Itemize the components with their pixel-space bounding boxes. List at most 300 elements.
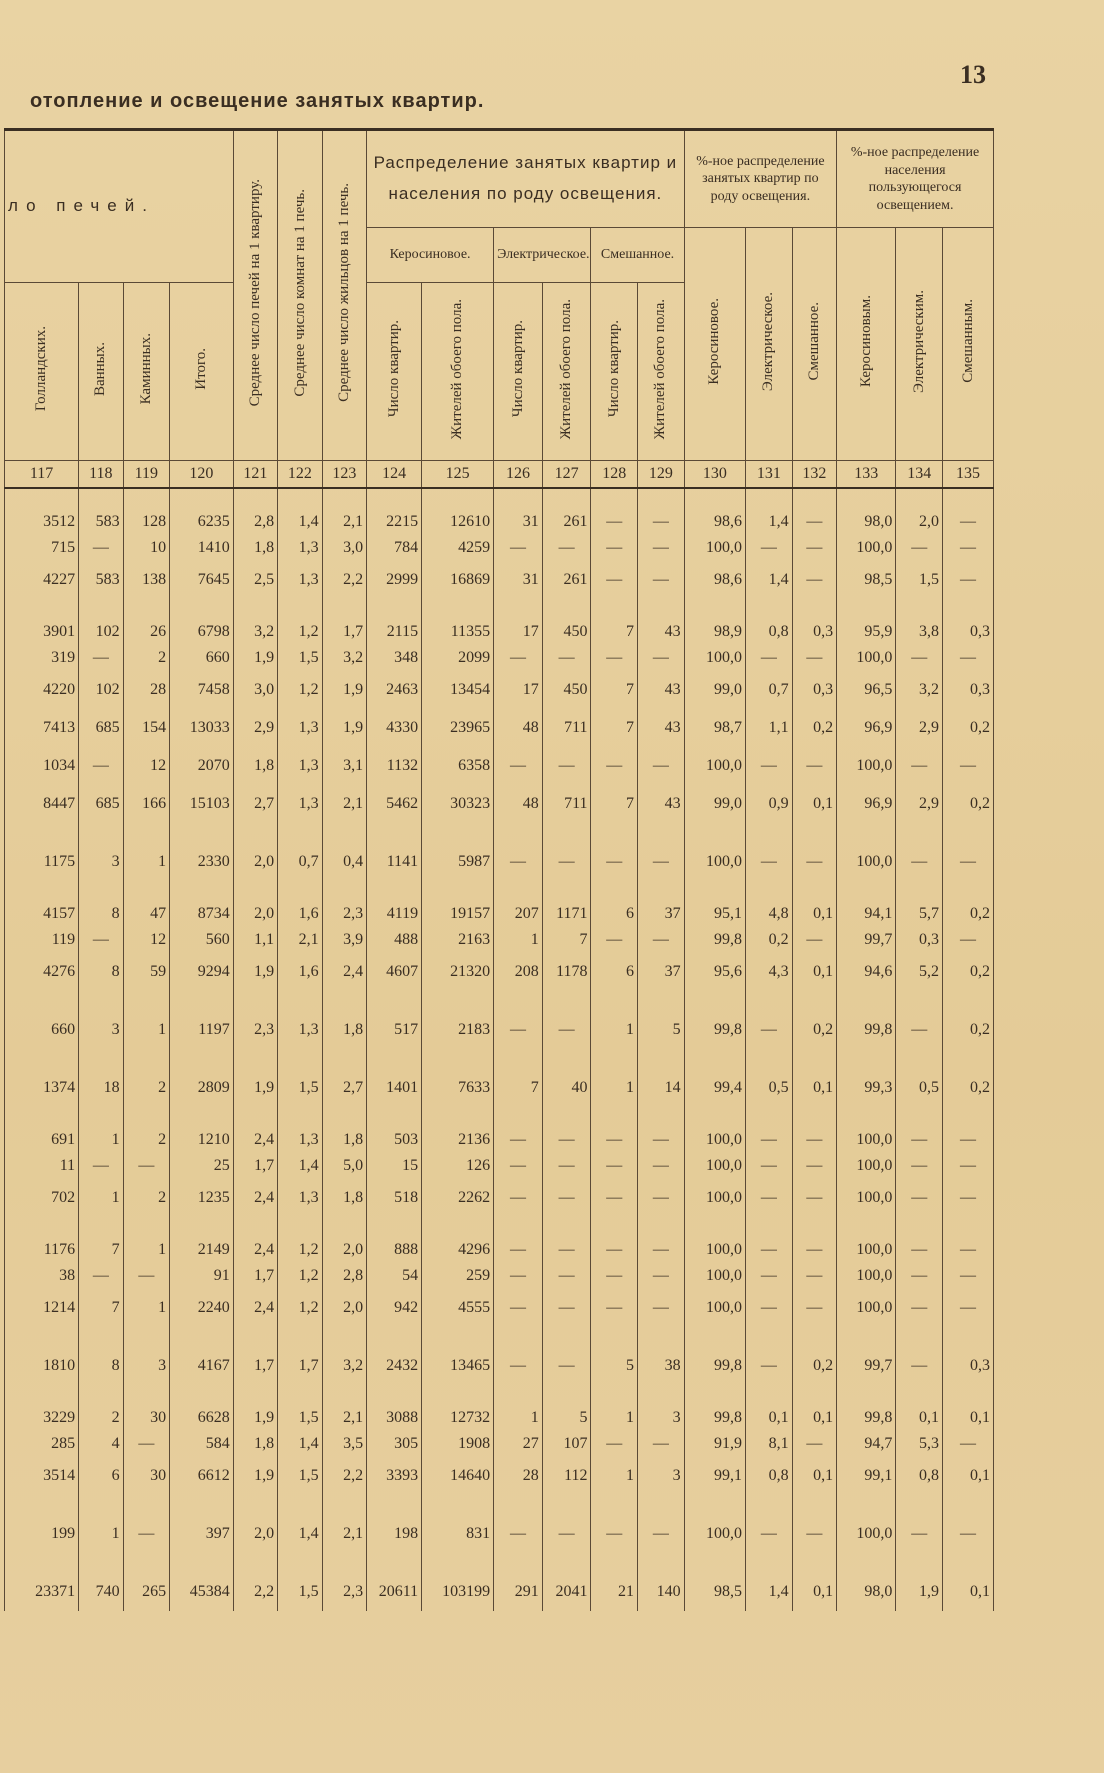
table-cell: 1 bbox=[123, 1237, 170, 1263]
table-cell: 7633 bbox=[422, 1069, 494, 1107]
table-cell: 99,1 bbox=[837, 1457, 896, 1495]
column-number: 126 bbox=[494, 461, 543, 489]
header-col-119: Каминных. bbox=[123, 283, 170, 461]
table-cell: — bbox=[792, 645, 837, 671]
table-cell: 2099 bbox=[422, 645, 494, 671]
table-cell: — bbox=[942, 645, 993, 671]
table-cell: 2 bbox=[79, 1405, 123, 1431]
table-cell: 831 bbox=[422, 1515, 494, 1553]
table-cell: 208 bbox=[494, 953, 543, 991]
table-cell: — bbox=[942, 843, 993, 881]
table-row bbox=[5, 747, 994, 785]
table-cell: 100,0 bbox=[837, 1263, 896, 1289]
header-pct-apartments: %-ное распределение занятых квартир по роду освещения. bbox=[684, 130, 836, 228]
table-cell: — bbox=[494, 1179, 543, 1217]
table-cell: 2163 bbox=[422, 927, 494, 953]
column-number: 131 bbox=[746, 461, 793, 489]
spacer-row bbox=[5, 1495, 994, 1515]
table-cell: 43 bbox=[638, 619, 685, 645]
table-cell: 2,9 bbox=[896, 709, 943, 747]
table-cell: — bbox=[591, 1237, 638, 1263]
table-cell: — bbox=[591, 509, 638, 535]
table-cell: 7 bbox=[591, 671, 638, 709]
table-cell: 942 bbox=[367, 1289, 422, 1327]
header-col-124: Число квартир. bbox=[367, 283, 422, 461]
column-number-row bbox=[5, 461, 994, 489]
spacer-row bbox=[5, 488, 994, 509]
spacer-row bbox=[5, 1385, 994, 1405]
table-cell: 0,5 bbox=[896, 1069, 943, 1107]
table-cell: — bbox=[896, 1011, 943, 1049]
table-cell: 3,2 bbox=[896, 671, 943, 709]
table-cell: — bbox=[896, 1179, 943, 1217]
table-cell: 1,7 bbox=[233, 1347, 277, 1385]
table-cell: 0,1 bbox=[746, 1405, 793, 1431]
table-cell: — bbox=[542, 747, 591, 785]
table-cell: 518 bbox=[367, 1179, 422, 1217]
table-cell: 11 bbox=[5, 1153, 79, 1179]
table-cell: 1,2 bbox=[278, 1237, 322, 1263]
table-cell: — bbox=[638, 1179, 685, 1217]
header-stoves: ло печей. bbox=[5, 130, 234, 283]
table-cell: 3,9 bbox=[322, 927, 366, 953]
table-cell: — bbox=[746, 1263, 793, 1289]
table-row bbox=[5, 953, 994, 991]
table-cell: 100,0 bbox=[684, 843, 745, 881]
table-cell: 128 bbox=[123, 509, 170, 535]
table-cell: 100,0 bbox=[684, 535, 745, 561]
table-cell: 1810 bbox=[5, 1347, 79, 1385]
table-cell: 100,0 bbox=[684, 1515, 745, 1553]
table-cell: — bbox=[746, 1179, 793, 1217]
table-cell: — bbox=[494, 645, 543, 671]
table-cell: 1132 bbox=[367, 747, 422, 785]
table-cell: — bbox=[494, 1153, 543, 1179]
table-cell: 1,9 bbox=[896, 1573, 943, 1611]
table-cell: 259 bbox=[422, 1263, 494, 1289]
header-lighting-distribution: Распределение занятых квартир и населения по роду освещения. bbox=[367, 130, 685, 228]
table-cell: 140 bbox=[638, 1573, 685, 1611]
header-col-129: Жителей обоего пола. bbox=[638, 283, 685, 461]
table-cell: — bbox=[792, 561, 837, 599]
table-cell: 0,4 bbox=[322, 843, 366, 881]
table-cell: — bbox=[942, 509, 993, 535]
table-cell: — bbox=[79, 535, 123, 561]
table-row bbox=[5, 1011, 994, 1049]
table-cell: 38 bbox=[638, 1347, 685, 1385]
table-cell: 715 bbox=[5, 535, 79, 561]
table-cell: 6 bbox=[591, 953, 638, 991]
header-electric: Электрическое. bbox=[494, 228, 591, 283]
table-cell: 2 bbox=[123, 645, 170, 671]
table-cell: — bbox=[942, 1153, 993, 1179]
table-cell: 1034 bbox=[5, 747, 79, 785]
table-cell: 27 bbox=[494, 1431, 543, 1457]
table-cell: 0,1 bbox=[942, 1573, 993, 1611]
table-cell: 12610 bbox=[422, 509, 494, 535]
table-cell: 5 bbox=[591, 1347, 638, 1385]
column-number: 127 bbox=[542, 461, 591, 489]
table-cell: 98,7 bbox=[684, 709, 745, 747]
table-cell: 7458 bbox=[170, 671, 234, 709]
table-cell: — bbox=[746, 1127, 793, 1153]
table-cell: 43 bbox=[638, 709, 685, 747]
table-cell: — bbox=[942, 1431, 993, 1457]
table-cell: 8734 bbox=[170, 901, 234, 927]
table-cell: 1,1 bbox=[233, 927, 277, 953]
table-cell: 7413 bbox=[5, 709, 79, 747]
table-cell: 1,2 bbox=[278, 1263, 322, 1289]
table-cell: 2,4 bbox=[322, 953, 366, 991]
spacer-row bbox=[5, 1049, 994, 1069]
table-cell: 15 bbox=[367, 1153, 422, 1179]
table-cell: 2 bbox=[123, 1069, 170, 1107]
table-cell: 2,4 bbox=[233, 1127, 277, 1153]
page-number: 13 bbox=[960, 60, 986, 89]
table-cell: 7 bbox=[79, 1289, 123, 1327]
table-cell: — bbox=[123, 1263, 170, 1289]
table-cell: 0,3 bbox=[942, 1347, 993, 1385]
table-cell: — bbox=[638, 1289, 685, 1327]
table-cell: 94,7 bbox=[837, 1431, 896, 1457]
table-cell: 21320 bbox=[422, 953, 494, 991]
table-cell: 2,2 bbox=[322, 561, 366, 599]
table-cell: 2115 bbox=[367, 619, 422, 645]
header-pct-population: %-ное распределение населения пользующегося освещением. bbox=[837, 130, 994, 228]
table-cell: 3512 bbox=[5, 509, 79, 535]
spacer-row bbox=[5, 1553, 994, 1573]
table-cell: 2041 bbox=[542, 1573, 591, 1611]
table-cell: 660 bbox=[170, 645, 234, 671]
table-cell: 1,8 bbox=[233, 1431, 277, 1457]
table-cell: 1,8 bbox=[233, 747, 277, 785]
table-cell: 1908 bbox=[422, 1431, 494, 1457]
table-cell: 1 bbox=[79, 1515, 123, 1553]
table-cell: 2240 bbox=[170, 1289, 234, 1327]
table-cell: 2809 bbox=[170, 1069, 234, 1107]
table-cell: 100,0 bbox=[837, 843, 896, 881]
table-cell: 1214 bbox=[5, 1289, 79, 1327]
table-cell: 0,3 bbox=[896, 927, 943, 953]
table-cell: — bbox=[792, 927, 837, 953]
table-cell: — bbox=[542, 1263, 591, 1289]
table-cell: 583 bbox=[79, 561, 123, 599]
table-cell: 9294 bbox=[170, 953, 234, 991]
table-cell: — bbox=[542, 843, 591, 881]
spacer-row bbox=[5, 599, 994, 619]
table-cell: 17 bbox=[494, 619, 543, 645]
table-cell: 2,4 bbox=[233, 1237, 277, 1263]
table-cell: — bbox=[942, 535, 993, 561]
table-cell: 5462 bbox=[367, 785, 422, 823]
table-cell: — bbox=[638, 1263, 685, 1289]
table-cell: 99,7 bbox=[837, 1347, 896, 1385]
table-cell: — bbox=[942, 1263, 993, 1289]
table-cell: 1,5 bbox=[278, 645, 322, 671]
table-cell: — bbox=[591, 843, 638, 881]
table-cell: 20611 bbox=[367, 1573, 422, 1611]
table-cell: 96,5 bbox=[837, 671, 896, 709]
table-cell: — bbox=[542, 1515, 591, 1553]
table-cell: 0,2 bbox=[746, 927, 793, 953]
table-cell: 1,4 bbox=[278, 1153, 322, 1179]
table-cell: 2183 bbox=[422, 1011, 494, 1049]
table-cell: 1 bbox=[79, 1179, 123, 1217]
table-cell: 28 bbox=[123, 671, 170, 709]
table-cell: 1210 bbox=[170, 1127, 234, 1153]
spacer-row bbox=[5, 881, 994, 901]
table-cell: — bbox=[494, 1263, 543, 1289]
table-cell: 99,8 bbox=[684, 1011, 745, 1049]
table-cell: — bbox=[792, 509, 837, 535]
table-cell: 2,0 bbox=[233, 1515, 277, 1553]
table-cell: 2,3 bbox=[322, 901, 366, 927]
table-cell: 2,8 bbox=[233, 509, 277, 535]
table-cell: 12 bbox=[123, 927, 170, 953]
table-cell: 0,3 bbox=[792, 671, 837, 709]
table-cell: 4259 bbox=[422, 535, 494, 561]
table-cell: 1197 bbox=[170, 1011, 234, 1049]
table-cell: 1,8 bbox=[322, 1127, 366, 1153]
table-cell: — bbox=[746, 535, 793, 561]
table-cell: — bbox=[542, 1289, 591, 1327]
table-cell: 8447 bbox=[5, 785, 79, 823]
table-cell: 43 bbox=[638, 785, 685, 823]
table-row bbox=[5, 1347, 994, 1385]
table-cell: 4555 bbox=[422, 1289, 494, 1327]
table-cell: — bbox=[591, 1431, 638, 1457]
table-cell: 25 bbox=[170, 1153, 234, 1179]
table-cell: 1,5 bbox=[278, 1457, 322, 1495]
table-cell: 261 bbox=[542, 561, 591, 599]
table-cell: — bbox=[542, 1347, 591, 1385]
table-cell: — bbox=[591, 1289, 638, 1327]
table-cell: 1175 bbox=[5, 843, 79, 881]
table-cell: 348 bbox=[367, 645, 422, 671]
table-cell: 4157 bbox=[5, 901, 79, 927]
table-cell: — bbox=[896, 1263, 943, 1289]
table-cell: 4296 bbox=[422, 1237, 494, 1263]
table-cell: 1,3 bbox=[278, 535, 322, 561]
table-cell: 7 bbox=[79, 1237, 123, 1263]
table-cell: 397 bbox=[170, 1515, 234, 1553]
table-cell: — bbox=[494, 1289, 543, 1327]
table-cell: 2,1 bbox=[322, 785, 366, 823]
table-cell: 1,8 bbox=[322, 1011, 366, 1049]
table-cell: 99,8 bbox=[684, 927, 745, 953]
table-cell: 1 bbox=[591, 1405, 638, 1431]
table-cell: 702 bbox=[5, 1179, 79, 1217]
table-cell: 1,9 bbox=[233, 645, 277, 671]
table-cell: 2070 bbox=[170, 747, 234, 785]
table-cell: 285 bbox=[5, 1431, 79, 1457]
table-cell: 1,5 bbox=[278, 1069, 322, 1107]
table-cell: 6 bbox=[591, 901, 638, 927]
table-cell: 7 bbox=[542, 927, 591, 953]
table-cell: 2,1 bbox=[322, 1405, 366, 1431]
table-cell: 1,3 bbox=[278, 1179, 322, 1217]
table-cell: — bbox=[746, 1515, 793, 1553]
table-cell: 1,7 bbox=[233, 1263, 277, 1289]
table-row bbox=[5, 1263, 994, 1289]
table-cell: 23965 bbox=[422, 709, 494, 747]
table-cell: 0,2 bbox=[942, 1011, 993, 1049]
column-number: 129 bbox=[638, 461, 685, 489]
table-cell: 0,1 bbox=[792, 901, 837, 927]
table-body bbox=[5, 488, 994, 1611]
table-cell: 3,0 bbox=[322, 535, 366, 561]
table-cell: 1,3 bbox=[278, 785, 322, 823]
table-cell: — bbox=[79, 927, 123, 953]
table-cell: 1,1 bbox=[746, 709, 793, 747]
table-cell: 711 bbox=[542, 709, 591, 747]
table-cell: 23371 bbox=[5, 1573, 79, 1611]
table-cell: — bbox=[942, 927, 993, 953]
table-cell: 7 bbox=[591, 709, 638, 747]
table-cell: — bbox=[591, 1515, 638, 1553]
table-cell: 5 bbox=[542, 1405, 591, 1431]
table-cell: 265 bbox=[123, 1573, 170, 1611]
table-cell: — bbox=[792, 1263, 837, 1289]
table-cell: — bbox=[638, 1237, 685, 1263]
table-cell: 1410 bbox=[170, 535, 234, 561]
table-cell: — bbox=[494, 535, 543, 561]
table-cell: 8 bbox=[79, 953, 123, 991]
table-cell: 98,5 bbox=[837, 561, 896, 599]
table-cell: — bbox=[792, 1237, 837, 1263]
table-cell: 98,0 bbox=[837, 1573, 896, 1611]
table-cell: 1235 bbox=[170, 1179, 234, 1217]
table-cell: 99,8 bbox=[684, 1405, 745, 1431]
table-cell: — bbox=[896, 645, 943, 671]
table-cell: 5 bbox=[638, 1011, 685, 1049]
table-cell: — bbox=[942, 1127, 993, 1153]
table-cell: 1,9 bbox=[322, 671, 366, 709]
table-cell: 3,8 bbox=[896, 619, 943, 645]
table-cell: 6235 bbox=[170, 509, 234, 535]
table-cell: 4,8 bbox=[746, 901, 793, 927]
table-cell: 261 bbox=[542, 509, 591, 535]
table-cell: — bbox=[792, 535, 837, 561]
table-cell: 102 bbox=[79, 671, 123, 709]
table-cell: 711 bbox=[542, 785, 591, 823]
table-cell: 2,2 bbox=[233, 1573, 277, 1611]
table-cell: 1 bbox=[123, 1011, 170, 1049]
table-cell: 1 bbox=[591, 1457, 638, 1495]
table-cell: 0,1 bbox=[942, 1457, 993, 1495]
table-cell: — bbox=[542, 1153, 591, 1179]
table-cell: 2,9 bbox=[233, 709, 277, 747]
table-cell: 2,0 bbox=[233, 843, 277, 881]
table-cell: 31 bbox=[494, 509, 543, 535]
table-cell: — bbox=[896, 1127, 943, 1153]
table-cell: 0,8 bbox=[896, 1457, 943, 1495]
table-cell: 488 bbox=[367, 927, 422, 953]
table-cell: 2,7 bbox=[322, 1069, 366, 1107]
table-row bbox=[5, 1179, 994, 1217]
spacer-row bbox=[5, 1327, 994, 1347]
table-cell: 0,2 bbox=[942, 901, 993, 927]
table-cell: 100,0 bbox=[837, 1289, 896, 1327]
table-row bbox=[5, 1405, 994, 1431]
table-cell: 5,0 bbox=[322, 1153, 366, 1179]
table-cell: 1171 bbox=[542, 901, 591, 927]
table-cell: 2,8 bbox=[322, 1263, 366, 1289]
column-number: 125 bbox=[422, 461, 494, 489]
table-cell: 48 bbox=[494, 709, 543, 747]
table-cell: 4 bbox=[79, 1431, 123, 1457]
table-cell: 584 bbox=[170, 1431, 234, 1457]
table-cell: 450 bbox=[542, 619, 591, 645]
column-number: 120 bbox=[170, 461, 234, 489]
table-cell: 1,2 bbox=[278, 1289, 322, 1327]
header-kerosene: Керосиновое. bbox=[367, 228, 494, 283]
table-cell: — bbox=[896, 535, 943, 561]
table-cell: — bbox=[591, 1127, 638, 1153]
table-cell: 1,3 bbox=[278, 1011, 322, 1049]
table-cell: 4220 bbox=[5, 671, 79, 709]
table-cell: 0,5 bbox=[746, 1069, 793, 1107]
table-cell: — bbox=[896, 1289, 943, 1327]
table-cell: 99,0 bbox=[684, 671, 745, 709]
table-cell: 19157 bbox=[422, 901, 494, 927]
table-cell: 3,2 bbox=[233, 619, 277, 645]
table-cell: — bbox=[494, 747, 543, 785]
table-cell: 0,1 bbox=[792, 1405, 837, 1431]
table-cell: 21 bbox=[591, 1573, 638, 1611]
table-cell: 0,3 bbox=[792, 619, 837, 645]
table-cell: 37 bbox=[638, 901, 685, 927]
table-cell: 5987 bbox=[422, 843, 494, 881]
table-cell: — bbox=[896, 1237, 943, 1263]
table-cell: 560 bbox=[170, 927, 234, 953]
table-cell: — bbox=[638, 747, 685, 785]
table-cell: 99,4 bbox=[684, 1069, 745, 1107]
table-cell: 0,1 bbox=[792, 1457, 837, 1495]
table-cell: — bbox=[792, 747, 837, 785]
table-cell: 1,9 bbox=[233, 1069, 277, 1107]
table-cell: 1,5 bbox=[278, 1573, 322, 1611]
table-cell: 1 bbox=[79, 1127, 123, 1153]
spacer-row bbox=[5, 991, 994, 1011]
table-cell: 12732 bbox=[422, 1405, 494, 1431]
table-cell: 1 bbox=[591, 1011, 638, 1049]
table-cell: — bbox=[942, 1289, 993, 1327]
column-number: 118 bbox=[79, 461, 123, 489]
header-col-130: Керосиновое. bbox=[684, 228, 745, 461]
table-cell: 40 bbox=[542, 1069, 591, 1107]
table-cell: 94,1 bbox=[837, 901, 896, 927]
header-col-127: Жителей обоего пола. bbox=[542, 283, 591, 461]
table-cell: 13465 bbox=[422, 1347, 494, 1385]
table-cell: 1 bbox=[123, 1289, 170, 1327]
table-cell: 3088 bbox=[367, 1405, 422, 1431]
table-cell: — bbox=[494, 1347, 543, 1385]
header-col-123: Среднее число жильцов на 1 печь. bbox=[322, 130, 366, 461]
table-cell: 166 bbox=[123, 785, 170, 823]
table-row bbox=[5, 1289, 994, 1327]
table-cell: 1,4 bbox=[278, 1431, 322, 1457]
table-cell: 2136 bbox=[422, 1127, 494, 1153]
table-cell: — bbox=[746, 1011, 793, 1049]
table-cell: 91,9 bbox=[684, 1431, 745, 1457]
table-cell: 4330 bbox=[367, 709, 422, 747]
table-cell: — bbox=[494, 1515, 543, 1553]
table-cell: 2,4 bbox=[233, 1179, 277, 1217]
table-cell: 0,1 bbox=[792, 953, 837, 991]
table-cell: 99,0 bbox=[684, 785, 745, 823]
table-row bbox=[5, 535, 994, 561]
